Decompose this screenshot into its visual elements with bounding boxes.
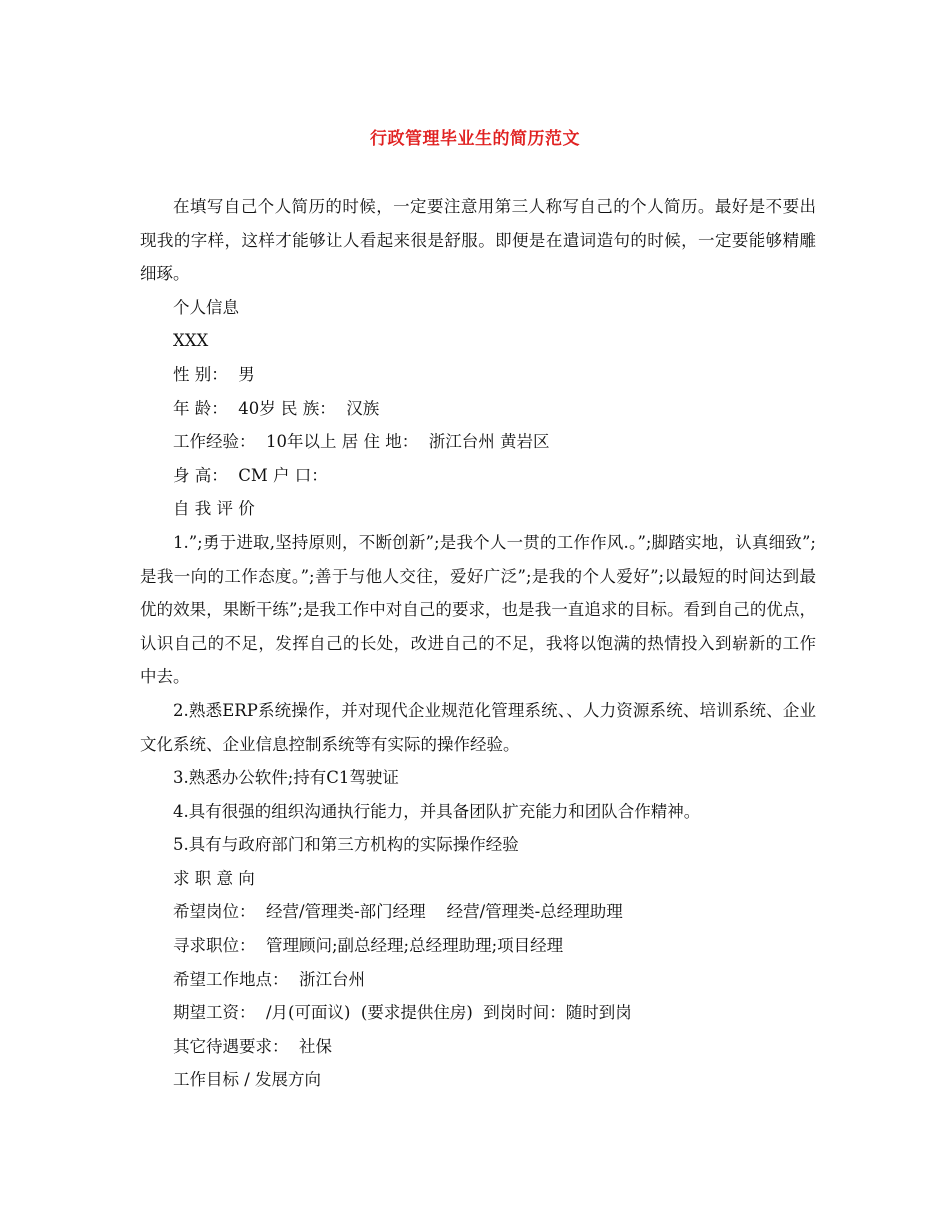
- section-heading-self-evaluation: 自 我 评 价: [173, 499, 255, 519]
- age-ethnicity-line: 年 龄： 40岁 民 族： 汉族: [173, 398, 380, 418]
- section-heading-career-goal: 工作目标 / 发展方向: [173, 1070, 322, 1090]
- self-eval-item-4: 4.具有很强的组织沟通执行能力，并具备团队扩充能力和团队合作精神。: [173, 801, 701, 821]
- document-body: [140, 190, 816, 1097]
- desired-position-line: 希望岗位： 经营/管理类-部门经理 经营/管理类-总经理助理: [173, 902, 623, 922]
- intro-paragraph: 在填写自己个人简历的时候，一定要注意用第三人称写自己的个人简历。最好是不要出现我的字样，这样才能够让人看起来很是舒服。即便是在遣词造句的时候，一定要能够精雕细琢。: [140, 197, 816, 284]
- self-eval-item-5: 5.具有与政府部门和第三方机构的实际操作经验: [173, 835, 519, 855]
- sought-job-line: 寻求职位： 管理顾问;副总经理;总经理助理;项目经理: [173, 936, 564, 956]
- gender-line: 性 别： 男: [173, 364, 255, 384]
- experience-residence-line: 工作经验： 10年以上 居 住 地： 浙江台州 黄岩区: [173, 432, 550, 452]
- expected-salary-line: 期望工资： /月(可面议) (要求提供住房) 到岗时间：随时到岗: [173, 1003, 632, 1023]
- document-title: 行政管理毕业生的简历范文: [370, 129, 580, 149]
- name-line: XXX: [173, 331, 209, 351]
- section-heading-personal-info: 个人信息: [173, 297, 239, 317]
- self-eval-item-1: 1.”;勇于进取,坚持原则，不断创新”;是我个人一贯的工作作风.。”;脚踏实地，认真细致”;是我一向的工作态度。”;善于与他人交往，爱好广泛”;是我的个人爱好”;以最短的时间达到最优的效果，果断干练”;是我工作中对自己的要求，也是我一直追求的目标。看到自己的优点，认识自己的不足，发挥自己的长处，改进自己的不足，我将以饱满的热情投入到崭新的工作中去。: [140, 532, 816, 687]
- other-benefits-line: 其它待遇要求： 社保: [173, 1036, 332, 1056]
- self-eval-item-2: 2.熟悉ERP系统操作，并对现代企业规范化管理系统、、人力资源系统、培训系统、企业文化系统、企业信息控制系统等有实际的操作经验。: [140, 700, 816, 754]
- desired-location-line: 希望工作地点： 浙江台州: [173, 969, 365, 989]
- section-heading-job-intention: 求 职 意 向: [173, 868, 255, 888]
- self-eval-item-3: 3.熟悉办公软件;持有C1驾驶证: [173, 768, 399, 788]
- height-hukou-line: 身 高： CM 户 口：: [173, 465, 328, 485]
